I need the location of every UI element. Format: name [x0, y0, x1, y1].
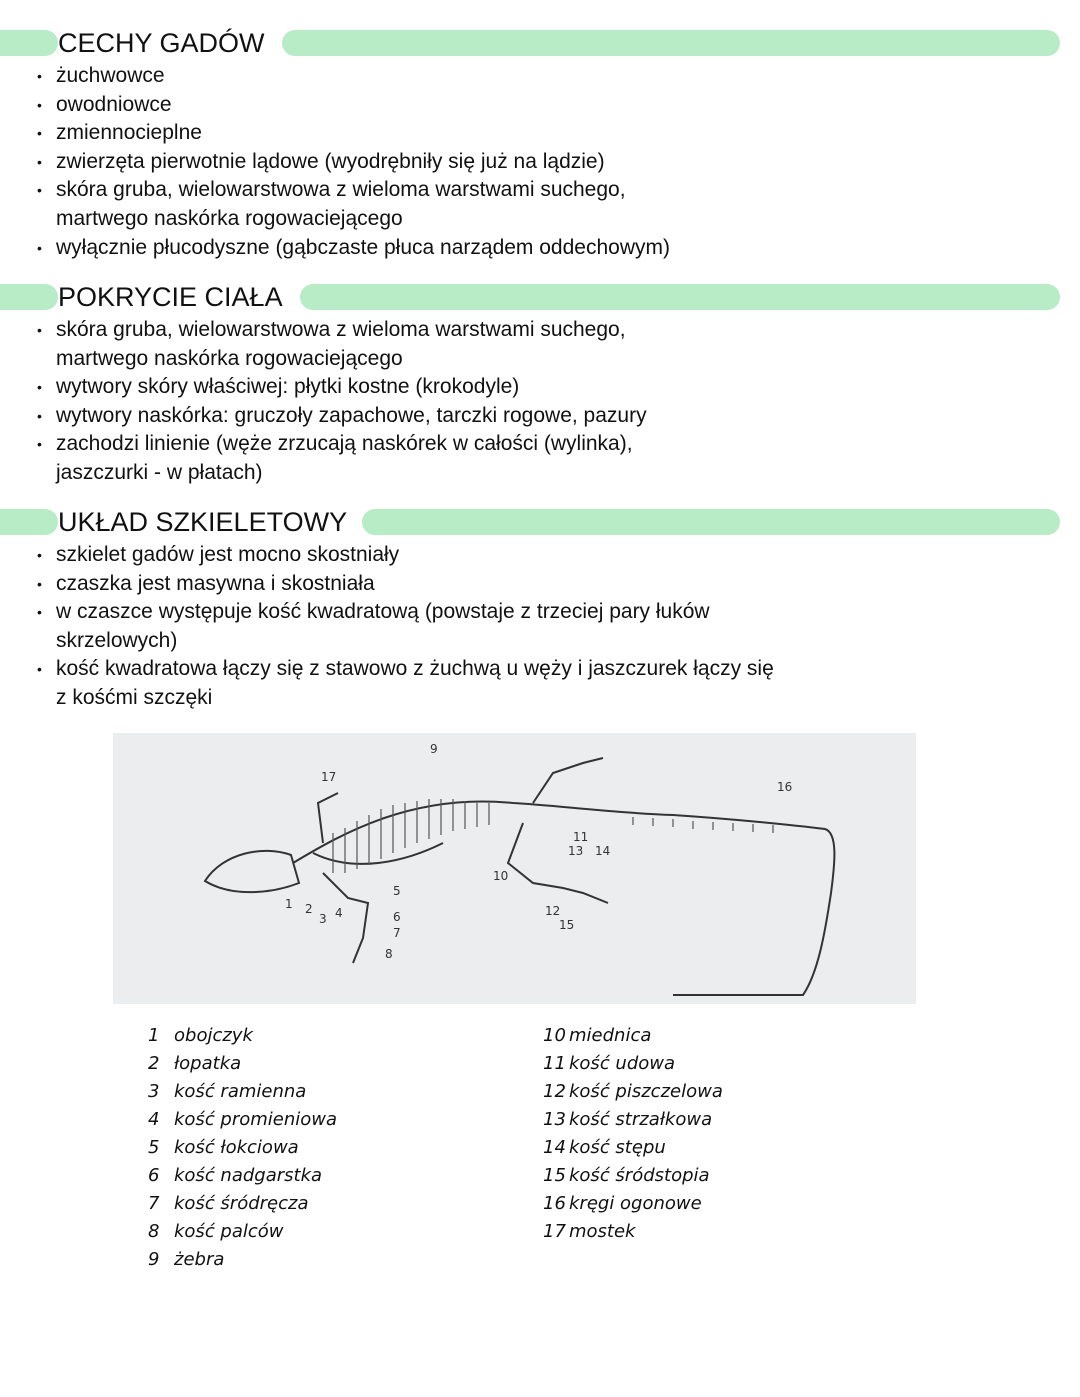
legend-item: 4 kość promieniowa [148, 1109, 338, 1130]
figure-label: 10 [493, 869, 509, 883]
list-item: • skóra gruba, wielowarstwowa z wieloma warstwami suchego, martwego naskórka rogowaciejącego [0, 316, 716, 373]
figure-label: 5 [393, 884, 401, 898]
section-cechy-gadow [0, 26, 1080, 262]
legend-item: 10 miednica [543, 1025, 652, 1046]
legend-item: 5 kość łokciowa [148, 1137, 299, 1158]
list-item: • zwierzęta pierwotnie lądowe (wyodrębniły się już na lądzie) [0, 148, 1080, 177]
lizard-skeleton-figure [113, 733, 916, 1004]
list-item: • wytwory skóry właściwej: płytki kostne (krokodyle) [0, 373, 1080, 402]
legend-item: 17 mostek [543, 1221, 636, 1242]
list-item: • wytwory naskórka: gruczoły zapachowe, tarczki rogowe, pazury [0, 402, 1080, 431]
list-item: • zmiennocieplne [0, 119, 1080, 148]
figure-label: 2 [305, 902, 313, 916]
legend-left [148, 1022, 337, 1274]
header-accent [300, 284, 1060, 310]
figure-label: 15 [559, 918, 575, 932]
header-accent [362, 509, 1060, 535]
figure-label: 17 [321, 770, 337, 784]
figure-label: 6 [393, 910, 401, 924]
legend-item: 12 kość piszczelowa [543, 1081, 723, 1102]
legend-right [543, 1022, 723, 1246]
section-pokrycie-ciala [0, 280, 1080, 488]
figure-label: 4 [335, 906, 343, 920]
legend-item: 13 kość strzałkowa [543, 1109, 713, 1130]
legend-item: 2 łopatka [148, 1053, 242, 1074]
section-uklad-szkieletowy [0, 505, 1080, 713]
legend-item: 15 kość śródstopia [543, 1165, 710, 1186]
legend-item: 6 kość nadgarstka [148, 1165, 323, 1186]
figure-label: 1 [285, 897, 293, 911]
skeleton-drawing [113, 733, 916, 1004]
figure-label: 14 [595, 844, 611, 858]
list-item: • kość kwadratowa łączy się z stawowo z żuchwą u węży i jaszczurek łączy się z kośćmi szczęki [0, 655, 776, 712]
figure-label: 11 [573, 830, 589, 844]
header-accent [0, 284, 58, 310]
list-item: • zachodzi linienie (węże zrzucają naskórek w całości (wylinka), jaszczurki - w płatach) [0, 430, 716, 487]
figure-label: 8 [385, 947, 393, 961]
legend-item: 14 kość stępu [543, 1137, 666, 1158]
section-title: POKRYCIE CIAŁA [58, 280, 287, 314]
list-item: • żuchwowce [0, 62, 1080, 91]
legend-item: 3 kość ramienna [148, 1081, 307, 1102]
figure-label: 12 [545, 904, 561, 918]
legend-item: 8 kość palców [148, 1221, 284, 1242]
figure-label: 16 [777, 780, 793, 794]
header-accent [0, 509, 58, 535]
header-accent [282, 30, 1060, 56]
figure-label: 9 [430, 742, 438, 756]
figure-label: 13 [568, 844, 584, 858]
header-accent [0, 30, 58, 56]
figure-label: 7 [393, 926, 401, 940]
list-item: • owodniowce [0, 91, 1080, 120]
list-item: • wyłącznie płucodyszne (gąbczaste płuca narządem oddechowym) [0, 234, 1080, 263]
legend-item: 16 kręgi ogonowe [543, 1193, 702, 1214]
list-item: • czaszka jest masywna i skostniała [0, 570, 1080, 599]
list-item: • w czaszce występuje kość kwadratową (powstaje z trzeciej pary łuków skrzelowych) [0, 598, 746, 655]
list-item: • szkielet gadów jest mocno skostniały [0, 541, 1080, 570]
figure-label: 3 [319, 912, 327, 926]
legend-item: 11 kość udowa [543, 1053, 676, 1074]
legend-item: 1 obojczyk [148, 1025, 253, 1046]
section-title: UKŁAD SZKIELETOWY [58, 505, 351, 539]
legend-item: 9 żebra [148, 1249, 225, 1270]
legend-item: 7 kość śródręcza [148, 1193, 309, 1214]
list-item: • skóra gruba, wielowarstwowa z wieloma warstwami suchego, martwego naskórka rogowaciejącego [0, 176, 716, 233]
section-title: CECHY GADÓW [58, 26, 269, 60]
